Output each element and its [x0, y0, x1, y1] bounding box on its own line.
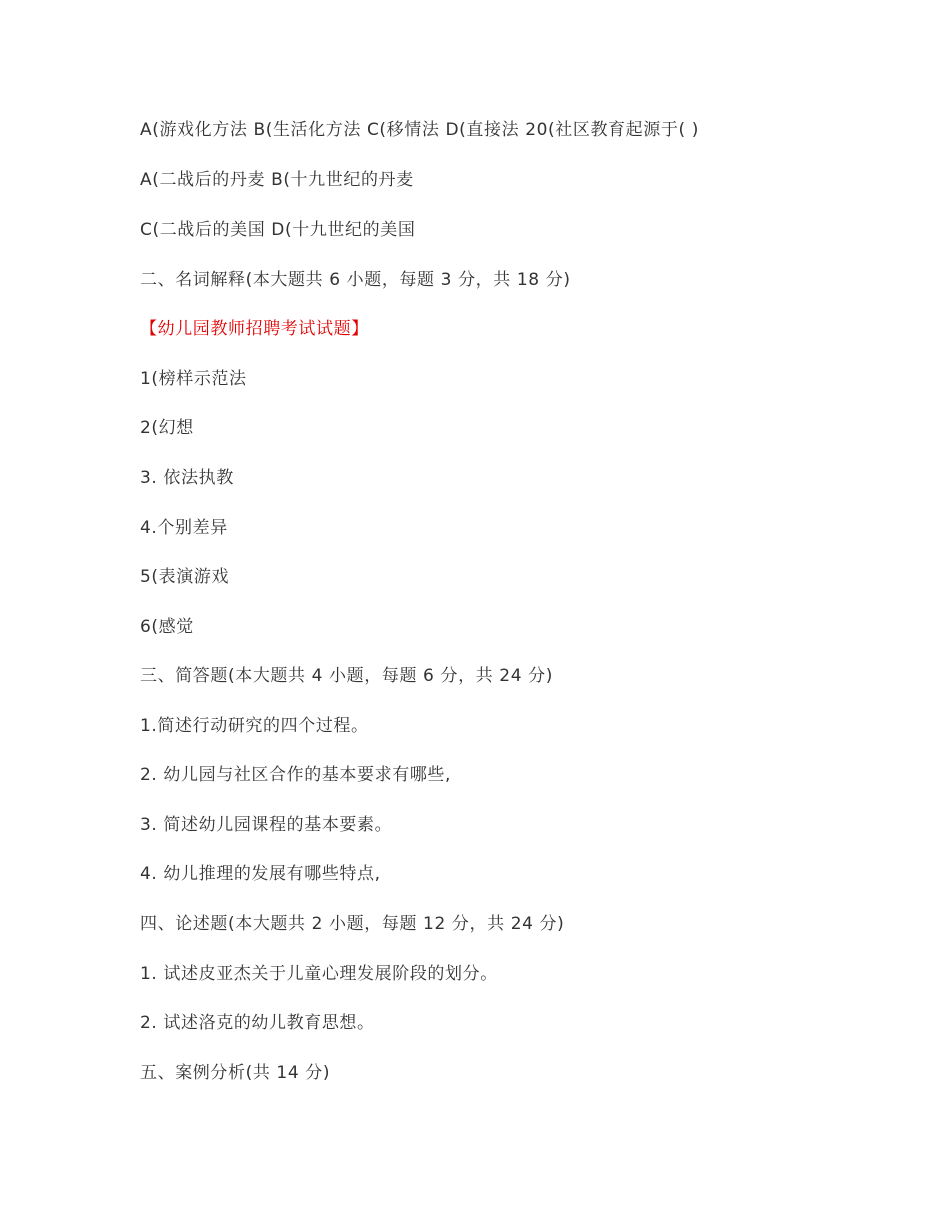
section-heading-short-answer: 三、简答题(本大题共 4 小题，每题 6 分，共 24 分)	[140, 666, 553, 686]
term-item-2: 2(幻想	[140, 418, 194, 438]
section-heading-term-definitions: 二、名词解释(本大题共 6 小题，每题 3 分，共 18 分)	[140, 270, 571, 290]
highlight-title: 【幼儿园教师招聘考试试题】	[140, 319, 369, 339]
term-item-3: 3. 依法执教	[140, 468, 234, 488]
short-answer-item-3: 3. 简述幼儿园课程的基本要素。	[140, 815, 393, 835]
option-line-a-d-q20: A(游戏化方法 B(生活化方法 C(移情法 D(直接法 20(社区教育起源于( )	[140, 120, 699, 140]
essay-item-2: 2. 试述洛克的幼儿教育思想。	[140, 1013, 375, 1033]
term-item-4: 4.个别差异	[140, 518, 228, 538]
option-line-c-d: C(二战后的美国 D(十九世纪的美国	[140, 220, 416, 240]
option-line-a-b: A(二战后的丹麦 B(十九世纪的丹麦	[140, 170, 414, 190]
short-answer-item-1: 1.简述行动研究的四个过程。	[140, 716, 369, 736]
short-answer-item-4: 4. 幼儿推理的发展有哪些特点,	[140, 864, 381, 884]
term-item-5: 5(表演游戏	[140, 567, 230, 587]
term-item-6: 6(感觉	[140, 617, 194, 637]
short-answer-item-2: 2. 幼儿园与社区合作的基本要求有哪些,	[140, 765, 452, 785]
essay-item-1: 1. 试述皮亚杰关于儿童心理发展阶段的划分。	[140, 964, 498, 984]
section-heading-case-analysis: 五、案例分析(共 14 分)	[140, 1063, 331, 1083]
term-item-1: 1(榜样示范法	[140, 369, 247, 389]
section-heading-essay: 四、论述题(本大题共 2 小题，每题 12 分，共 24 分)	[140, 914, 565, 934]
